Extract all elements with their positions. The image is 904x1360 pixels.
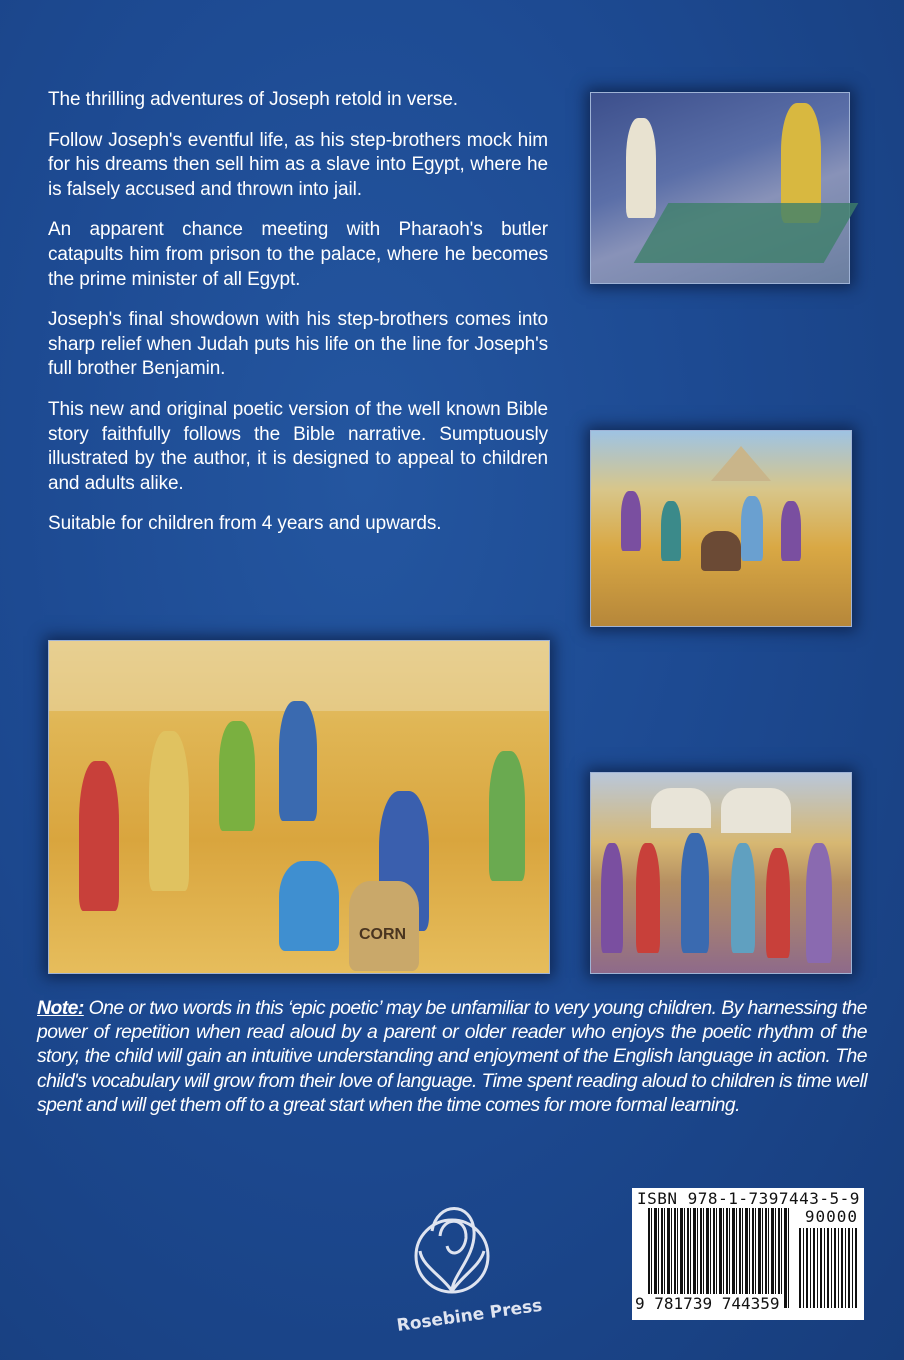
- note-label: Note:: [37, 997, 84, 1019]
- price-addon-text: 90000: [804, 1207, 858, 1226]
- illustration-joseph-before-pharaoh: [590, 92, 850, 284]
- blurb-paragraph: Follow Joseph's eventful life, as his step-brothers mock him for his dreams then sell him as a slave into Egypt, where he is falsely accused and thrown into jail.: [48, 129, 548, 200]
- blurb-paragraph: Suitable for children from 4 years and upwards.: [48, 513, 442, 535]
- publisher-logo: [392, 1196, 544, 1336]
- ean-rest-digits: 781739 744359: [654, 1294, 780, 1313]
- note-text: [37, 996, 867, 1117]
- ean-digits: [635, 1294, 782, 1313]
- note-body: One or two words in this ‘epic poetic’ may be unfamiliar to very young children. By harnessing the power of repetition when read aloud by a parent or older reader who enjoys the poetic rhythm of the story, the child will gain an intuitive understanding and enjoyment of the English language in action. The child's vocabulary will grow from their love of language. Time spent reading aloud to children is time well spent and will get them off to a great start when the time comes for more formal learning.: [37, 997, 867, 1116]
- illustration-grain-sacks: [48, 640, 550, 974]
- blurb-paragraph: The thrilling adventures of Joseph retold in verse.: [48, 89, 458, 110]
- corn-sack-label: CORN: [359, 926, 407, 943]
- blurb-paragraph: This new and original poetic version of the well known Bible story faithfully follows the Bible narrative. Sumptuously illustrated by the author, it is designed to appeal to children and adults alike.: [48, 398, 548, 494]
- rose-icon: [392, 1196, 544, 1336]
- isbn-text: ISBN 978-1-7397443-5-9: [637, 1189, 860, 1208]
- addon-bars: [799, 1228, 857, 1308]
- illustration-brothers-journey: [590, 430, 852, 627]
- isbn-barcode: [632, 1188, 864, 1320]
- barcode-bars: [648, 1208, 791, 1308]
- illustration-family-reunion: [590, 772, 852, 974]
- publisher-name: Rosebine Press: [395, 1295, 544, 1336]
- blurb-paragraph: Joseph's final showdown with his step-brothers comes into sharp relief when Judah puts his life on the line for Joseph's full brother Benjamin.: [48, 309, 548, 380]
- ean-first-digit: 9: [635, 1294, 645, 1313]
- blurb-text: [48, 88, 548, 553]
- blurb-paragraph: An apparent chance meeting with Pharaoh's butler catapults him from prison to the palace, where he becomes the prime minister of all Egypt.: [48, 219, 548, 290]
